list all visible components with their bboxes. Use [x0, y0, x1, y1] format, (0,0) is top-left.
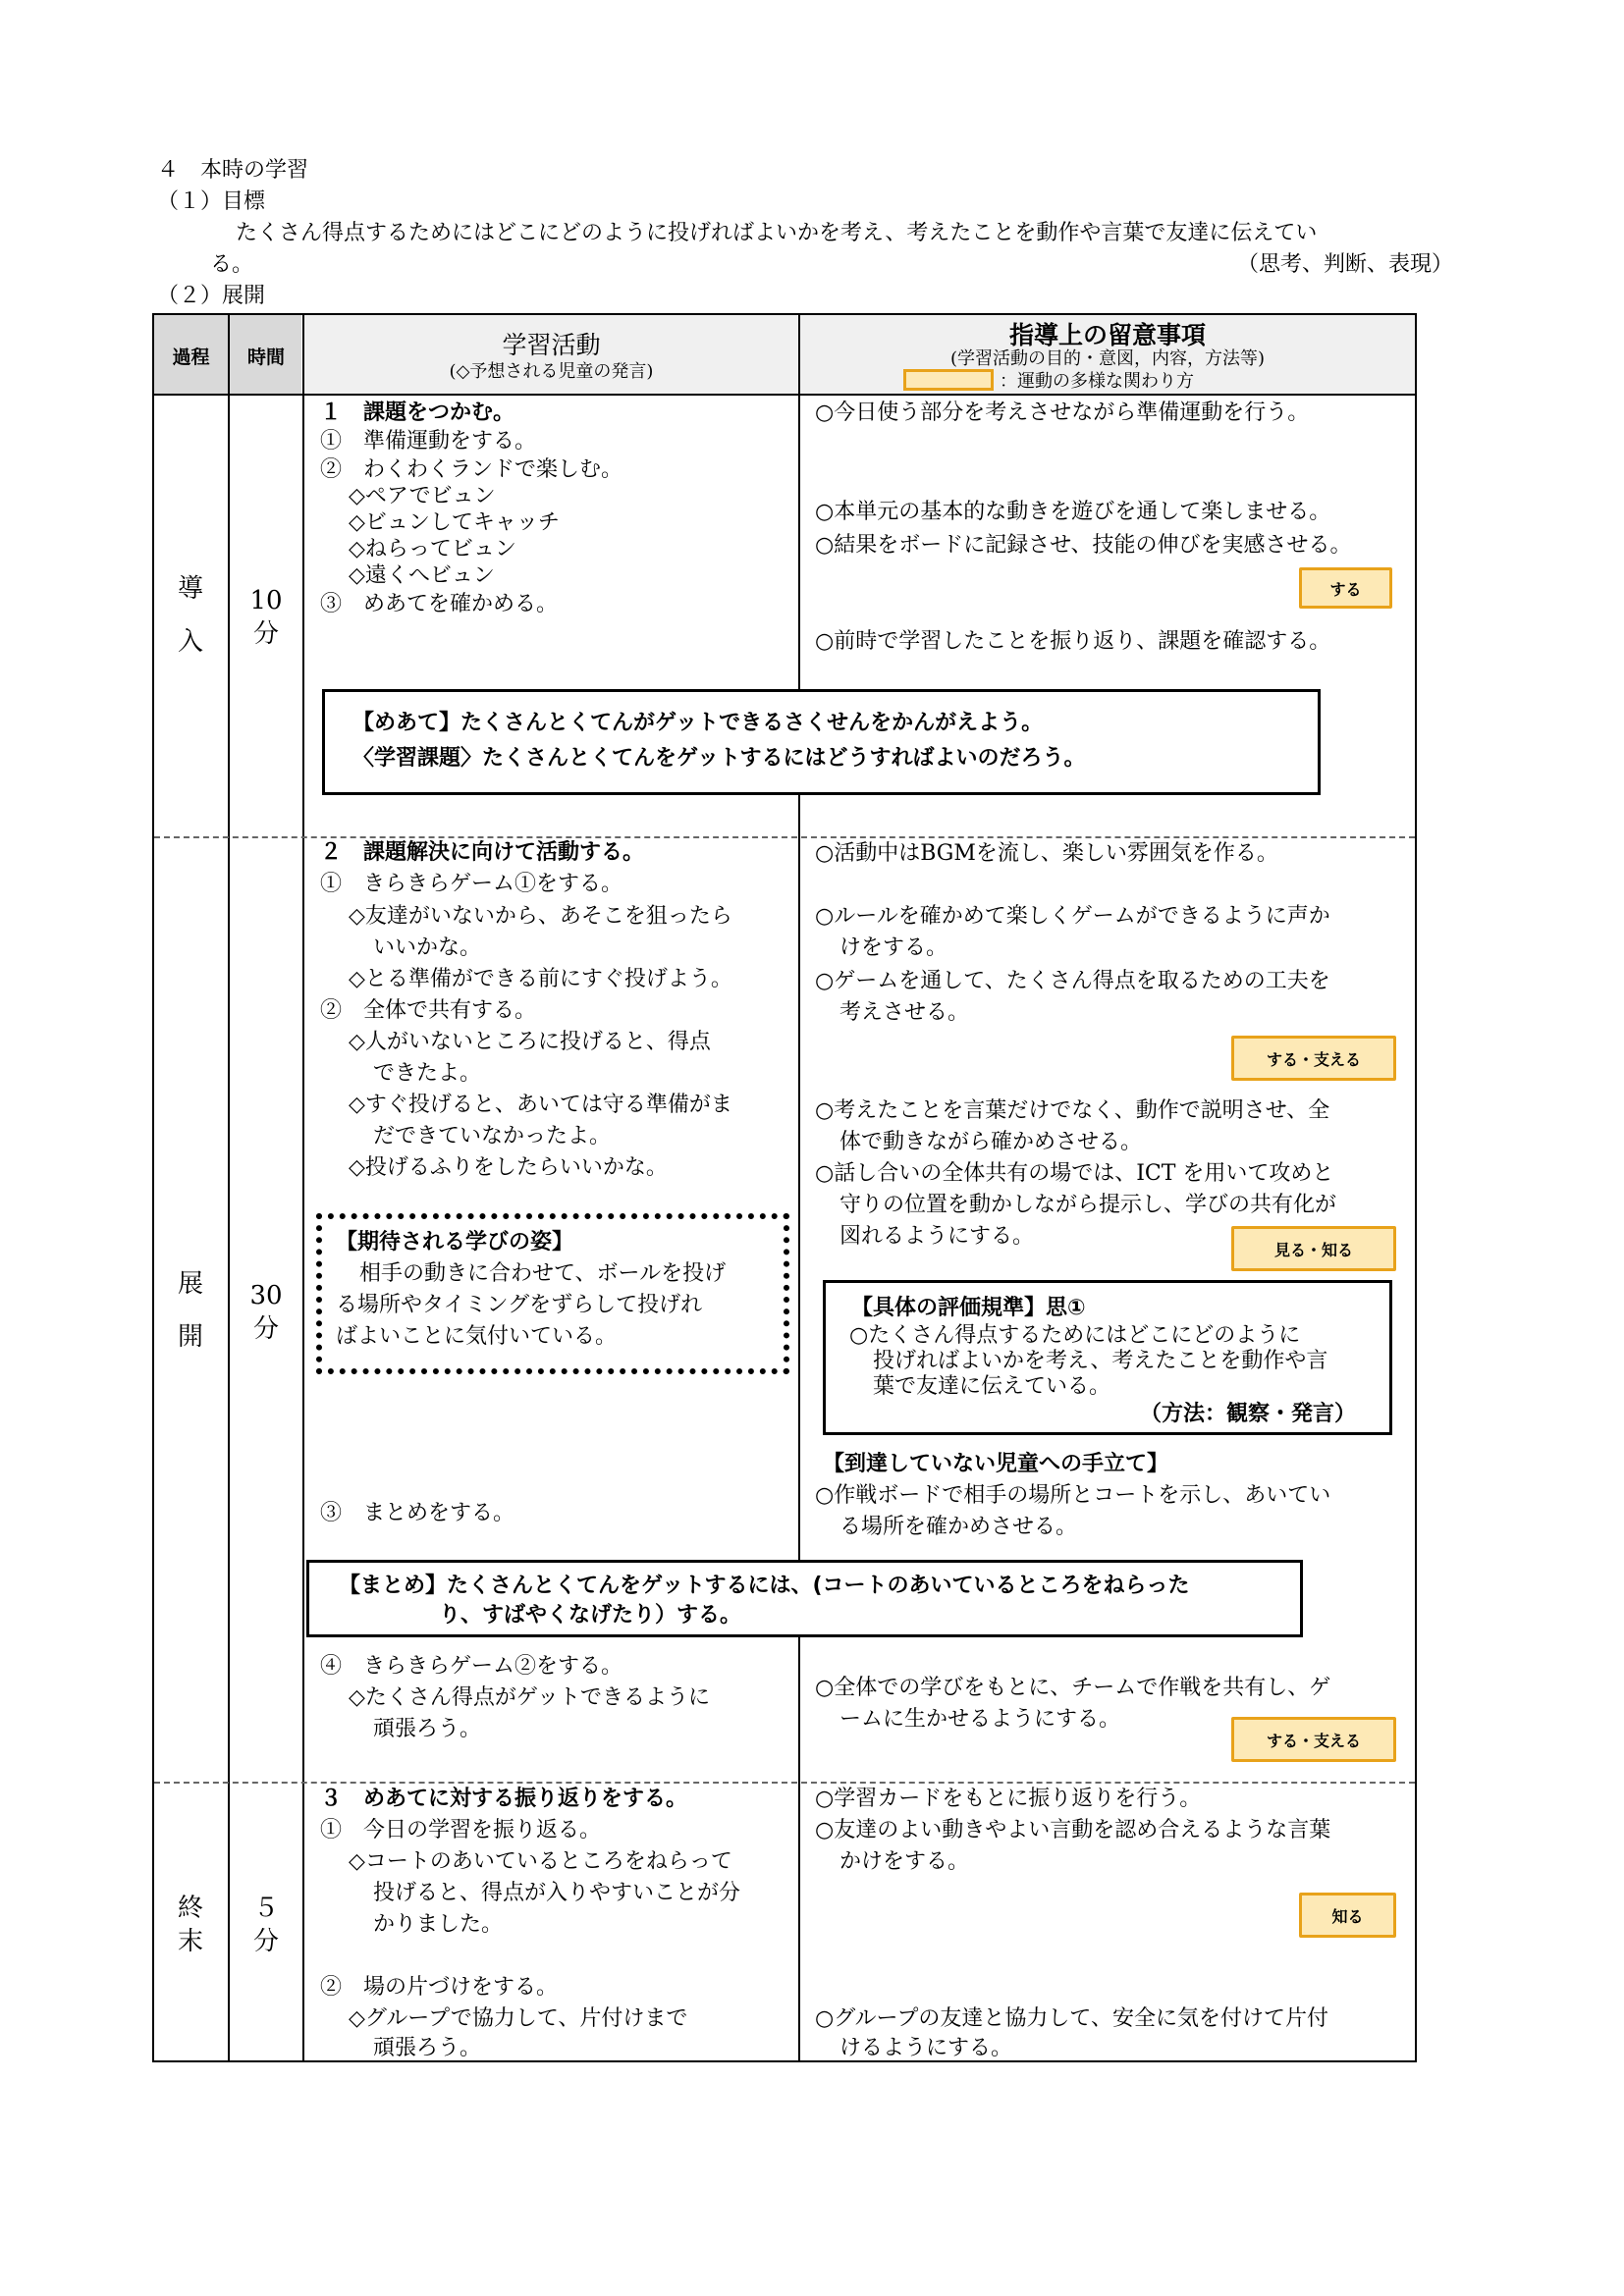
- closing-activity-6: ② 場の片づけをする。: [320, 1975, 559, 2000]
- closing-activity-3: ◇コートのあいているところをねらって: [349, 1849, 732, 1874]
- closing-note-2: ○友達のよい動きやよい言動を認め合えるような言葉: [815, 1818, 1331, 1842]
- task-text: 〈学習課題〉たくさんとくてんをゲットするにはどうすればよいのだろう。: [352, 746, 1086, 771]
- goal-category: （思考、判断、表現）: [1237, 252, 1454, 277]
- time-intro-1: 10: [249, 586, 283, 615]
- expected-learning-box: [316, 1213, 789, 1374]
- summary-box: [306, 1560, 1303, 1637]
- header-notes-title: 指導上の留意事項: [1008, 321, 1206, 349]
- badge-suru: する: [1299, 567, 1392, 609]
- support-line-2: る場所を確かめさせる。: [839, 1515, 1078, 1539]
- intro-note-1: ○今日使う部分を考えさせながら準備運動を行う。: [815, 400, 1310, 425]
- develop-summary-activity: ③ まとめをする。: [320, 1501, 515, 1525]
- goal-text-2: る。: [210, 252, 254, 277]
- closing-activity-5: かりました。: [373, 1912, 504, 1937]
- develop-note-6: ○考えたことを言葉だけでなく、動作で説明させ、全: [815, 1098, 1330, 1123]
- legend-text: ：運動の多様な関わり方: [1000, 371, 1194, 392]
- closing-activity-8: 頑張ろう。: [373, 2036, 482, 2060]
- summary-line-1: 【まとめ】たくさんとくてんをゲットするには、(コートのあいているところをねらった: [339, 1574, 1190, 1598]
- develop-note-2: ○ルールを確かめて楽しくゲームができるように声か: [815, 904, 1330, 929]
- develop-note-4: ○ゲームを通して、たくさん得点を取るための工夫を: [815, 969, 1330, 993]
- develop-note-5: 考えさせる。: [839, 1000, 970, 1025]
- badge-suru-sasaeru-1: する・支える: [1231, 1036, 1396, 1081]
- header-process: 過程: [172, 347, 210, 368]
- develop-note-8: ○話し合いの全体共有の場では、ICT を用いて攻めと: [815, 1161, 1334, 1186]
- expected-line-2: る場所やタイミングをずらして投げれ: [336, 1293, 703, 1317]
- develop-note-1: ○活動中はBGMを流し、楽しい雰囲気を作る。: [815, 841, 1278, 866]
- time-closing-2: 分: [252, 1927, 279, 1956]
- support-title: 【到達していない児童への手立て】: [823, 1452, 1169, 1476]
- develop-activity-3: ◇友達がいないから、あそこを狙ったら: [349, 904, 732, 929]
- time-develop-2: 分: [252, 1314, 279, 1344]
- intro-activity-1: １ 課題をつかむ。: [320, 400, 515, 425]
- legend-swatch: [903, 369, 994, 391]
- process-develop-2: 開: [177, 1322, 203, 1352]
- closing-activity-1: ３ めあてに対する振り返りをする。: [320, 1787, 688, 1811]
- closing-note-1: ○学習カードをもとに振り返りを行う。: [815, 1787, 1202, 1811]
- develop-note-12: ームに生かせるようにする。: [839, 1707, 1121, 1732]
- criteria-line-2: 投げればよいかを考え、考えたことを動作や言: [873, 1349, 1328, 1373]
- intro-note-4: ○前時で学習したことを振り返り、課題を確認する。: [815, 629, 1331, 654]
- intro-note-3: ○結果をボードに記録させ、技能の伸びを実感させる。: [815, 533, 1352, 558]
- goal-text-1: たくさん得点するためにはどこにどのように投げればよいかを考え、考えたことを動作や言葉で友達に伝えてい: [236, 221, 1318, 245]
- time-closing-1: ５: [252, 1894, 279, 1923]
- intro-activity-7: ◇遠くへビュン: [349, 563, 495, 588]
- process-develop-1: 展: [177, 1269, 203, 1299]
- badge-miru-shiru: 見る・知る: [1231, 1226, 1396, 1271]
- develop-activity-2: ① きらきらゲーム①をする。: [320, 872, 623, 896]
- expected-line-1: 相手の動きに合わせて、ボールを投げ: [359, 1261, 727, 1286]
- closing-activity-7: ◇グループで協力して、片付けまで: [349, 2006, 688, 2031]
- develop-note-11: ○全体での学びをもとに、チームで作戦を共有し、ゲ: [815, 1676, 1331, 1700]
- criteria-method: （方法：観察・発言）: [1140, 1402, 1357, 1426]
- expected-title: 【期待される学びの姿】: [336, 1230, 574, 1255]
- process-intro-2: 入: [177, 627, 203, 657]
- time-intro-2: 分: [252, 619, 279, 649]
- evaluation-criteria-box: [823, 1280, 1392, 1435]
- develop-activity-4: いいかな。: [373, 935, 482, 960]
- develop-activity-10: だできていなかったよ。: [373, 1124, 612, 1148]
- develop-activity-game2-a: ◇たくさん得点がゲットできるように: [349, 1685, 711, 1710]
- develop-activity-9: ◇すぐ投げると、あいては守る準備がま: [349, 1093, 732, 1117]
- intro-note-2: ○本単元の基本的な動きを遊びを通して楽しませる。: [815, 500, 1331, 524]
- intro-activity-6: ◇ねらってビュン: [349, 537, 516, 561]
- time-develop-1: 30: [249, 1281, 283, 1310]
- header-notes-sub: (学習活動の目的・意図，内容，方法等): [949, 348, 1266, 369]
- closing-note-3: かけをする。: [839, 1849, 970, 1874]
- expected-line-3: ばよいことに気付いている。: [336, 1324, 618, 1349]
- closing-activity-4: 投げると、得点が入りやすいことが分: [373, 1881, 741, 1905]
- develop-note-3: けをする。: [839, 935, 948, 960]
- development-label: （２）展開: [157, 284, 266, 308]
- intro-activity-4: ◇ペアでビュン: [349, 484, 496, 508]
- criteria-line-1: ○たくさん得点するためにはどこにどのように: [849, 1323, 1301, 1348]
- develop-note-10: 図れるようにする。: [839, 1224, 1035, 1249]
- develop-activity-7: ◇人がいないところに投げると、得点: [349, 1030, 711, 1054]
- header-time: 時間: [246, 347, 285, 368]
- process-intro-1: 導: [177, 574, 203, 604]
- closing-note-5: けるようにする。: [839, 2036, 1013, 2060]
- develop-note-9: 守りの位置を動かしながら提示し、学びの共有化が: [839, 1193, 1337, 1217]
- intro-activity-3: ② わくわくランドで楽しむ。: [320, 457, 623, 482]
- closing-activity-2: ① 今日の学習を振り返る。: [320, 1818, 602, 1842]
- develop-activity-1: ２ 課題解決に向けて活動する。: [320, 840, 645, 865]
- header-activity-sub: (◇予想される児童の発言): [449, 361, 654, 382]
- develop-activity-8: できたよ。: [373, 1061, 482, 1086]
- develop-activity-game2-b: 頑張ろう。: [373, 1717, 482, 1741]
- criteria-line-3: 葉で友達に伝えている。: [873, 1374, 1111, 1399]
- intro-activity-2: ① 準備運動をする。: [320, 429, 537, 454]
- badge-shiru: 知る: [1299, 1893, 1396, 1938]
- intro-activity-8: ③ めあてを確かめる。: [320, 592, 559, 616]
- meate-box: [322, 689, 1321, 795]
- develop-activity-6: ② 全体で共有する。: [320, 998, 537, 1023]
- closing-note-4: ○グループの友達と協力して、安全に気を付けて片付: [815, 2006, 1328, 2031]
- develop-activity-5: ◇とる準備ができる前にすぐ投げよう。: [349, 967, 732, 991]
- intro-activity-5: ◇ビュンしてキャッチ: [349, 510, 560, 535]
- header-activity-title: 学習活動: [502, 331, 601, 359]
- criteria-title: 【具体の評価規準】思①: [851, 1296, 1086, 1320]
- goal-label: （１）目標: [157, 189, 266, 214]
- meate-text: 【めあて】たくさんとくてんがゲットできるさくせんをかんがえよう。: [352, 711, 1044, 735]
- develop-note-7: 体で動きながら確かめさせる。: [839, 1130, 1143, 1154]
- support-line-1: ○作戦ボードで相手の場所とコートを示し、あいてい: [815, 1483, 1331, 1508]
- develop-activity-11: ◇投げるふりをしたらいいかな。: [349, 1155, 668, 1180]
- badge-suru-sasaeru-2: する・支える: [1231, 1717, 1396, 1762]
- develop-activity-game2: ④ きらきらゲーム②をする。: [320, 1654, 623, 1679]
- section-heading: ４ 本時の学習: [157, 158, 309, 183]
- process-closing-2: 末: [177, 1927, 203, 1956]
- summary-line-2: り、すばやくなげたり）する。: [439, 1603, 742, 1628]
- process-closing-1: 終: [177, 1894, 203, 1923]
